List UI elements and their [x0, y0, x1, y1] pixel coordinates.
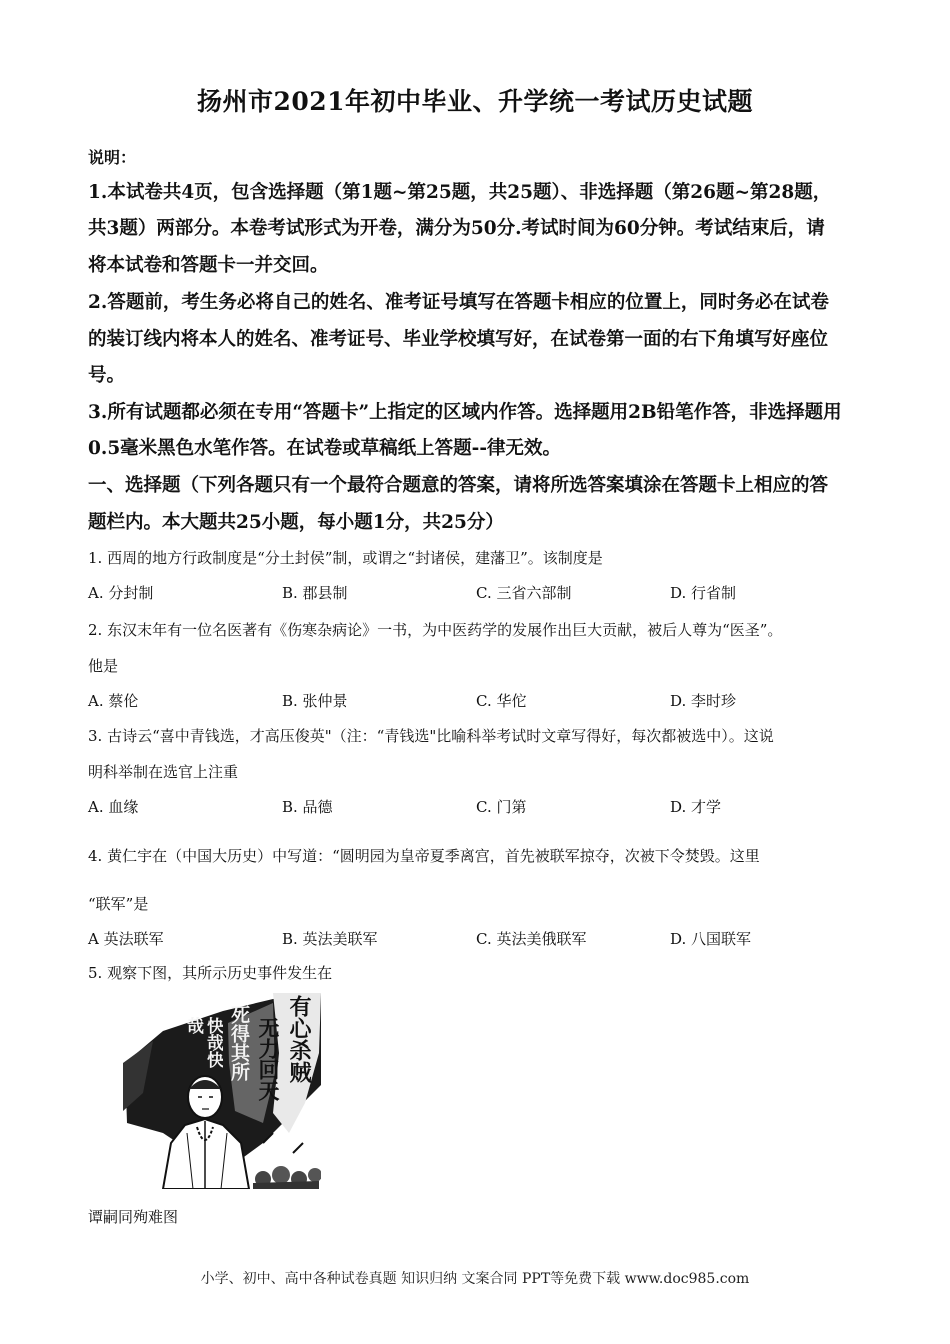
page-title: 扬州市2021年初中毕业、升学统一考试历史试题 [196, 87, 754, 116]
instruction-line: 将本试卷和答题卡一并交回。 [88, 255, 329, 276]
question-3-option-d: D. 才学 [670, 798, 722, 816]
calligraphy-text-2: 无力回天 [256, 1017, 281, 1101]
question-2-stem: 他是 [88, 657, 119, 675]
instruction-line: 0.5毫米黑色水笔作答。在试卷或草稿纸上答题--律无效。 [88, 438, 562, 459]
historical-illustration [123, 993, 321, 1189]
instruction-line: 的装订线内将本人的姓名、准考证号、毕业学校填写好，在试卷第一面的右下角填写好座位 [88, 329, 829, 350]
question-2-option-b: B. 张仲景 [282, 692, 348, 710]
question-3-stem: 明科举制在选官上注重 [88, 763, 239, 781]
page-footer: 小学、初中、高中各种试卷真题 知识归纳 文案合同 PPT等免费下载 www.doc985.com [200, 1271, 750, 1287]
question-4-stem: 4. 黄仁宇在（中国大历史）中写道：“圆明园为皇帝夏季离宫，首先被联军掠夺，次被下令焚毁。这里 [88, 847, 760, 865]
question-3-option-c: C. 门第 [476, 798, 527, 816]
section-heading: 一、选择题（下列各题只有一个最符合题意的答案，请将所选答案填涂在答题卡上相应的答 [88, 475, 829, 496]
question-4-option-b: B. 英法美联军 [282, 930, 378, 948]
question-4-option-d: D. 八国联军 [670, 930, 752, 948]
question-4-stem: “联军”是 [88, 895, 149, 913]
question-4-option-c: C. 英法美俄联军 [476, 930, 587, 948]
question-1-option-c: C. 三省六部制 [476, 584, 572, 602]
question-1-option-a: A. 分封制 [88, 584, 154, 602]
instruction-line: 共3题）两部分。本卷考试形式为开卷，满分为50分.考试时间为60分钟。考试结束后，请 [88, 218, 825, 239]
question-2-option-d: D. 李时珍 [670, 692, 737, 710]
instruction-line: 号。 [88, 365, 126, 386]
calligraphy-text-1: 有心杀贼 [286, 995, 312, 1083]
figure-caption: 谭嗣同殉难图 [88, 1208, 179, 1226]
calligraphy-text-3: 死得其所 [228, 1005, 250, 1081]
instruction-line: 3.所有试题都必须在专用“答题卡”上指定的区域内作答。选择题用2B铅笔作答，非选择题用 [88, 402, 842, 423]
question-2-stem: 2. 东汉末年有一位名医著有《伤寒杂病论》一书，为中医药学的发展作出巨大贡献，被后人尊为“医圣”。 [88, 621, 783, 639]
calligraphy-text-4: 快哉快哉 [183, 1017, 223, 1068]
question-4-option-a: A 英法联军 [88, 930, 164, 948]
section-heading: 题栏内。本大题共25小题，每小题1分，共25分） [88, 512, 504, 533]
question-1-option-d: D. 行省制 [670, 584, 737, 602]
question-5-stem: 5. 观察下图，其所示历史事件发生在 [88, 964, 333, 982]
question-2-option-a: A. 蔡伦 [88, 692, 139, 710]
question-1-option-b: B. 郡县制 [282, 584, 348, 602]
instruction-line: 2.答题前，考生务必将自己的姓名、准考证号填写在答题卡相应的位置上，同时务必在试卷 [88, 292, 829, 313]
question-1-stem: 1. 西周的地方行政制度是“分土封侯”制，或谓之“封诸侯，建藩卫”。该制度是 [88, 549, 603, 567]
instruction-line: 1.本试卷共4页，包含选择题（第1题~第25题，共25题）、非选择题（第26题~第28题， [88, 182, 832, 203]
question-3-option-a: A. 血缘 [88, 798, 139, 816]
question-3-option-b: B. 品德 [282, 798, 333, 816]
question-2-option-c: C. 华佗 [476, 692, 527, 710]
instructions-heading: 说明： [88, 148, 137, 167]
question-3-stem: 3. 古诗云“喜中青钱选，才高压俊英"（注：“青钱选"比喻科举考试时文章写得好，每次都被选中）。这说 [88, 727, 774, 745]
